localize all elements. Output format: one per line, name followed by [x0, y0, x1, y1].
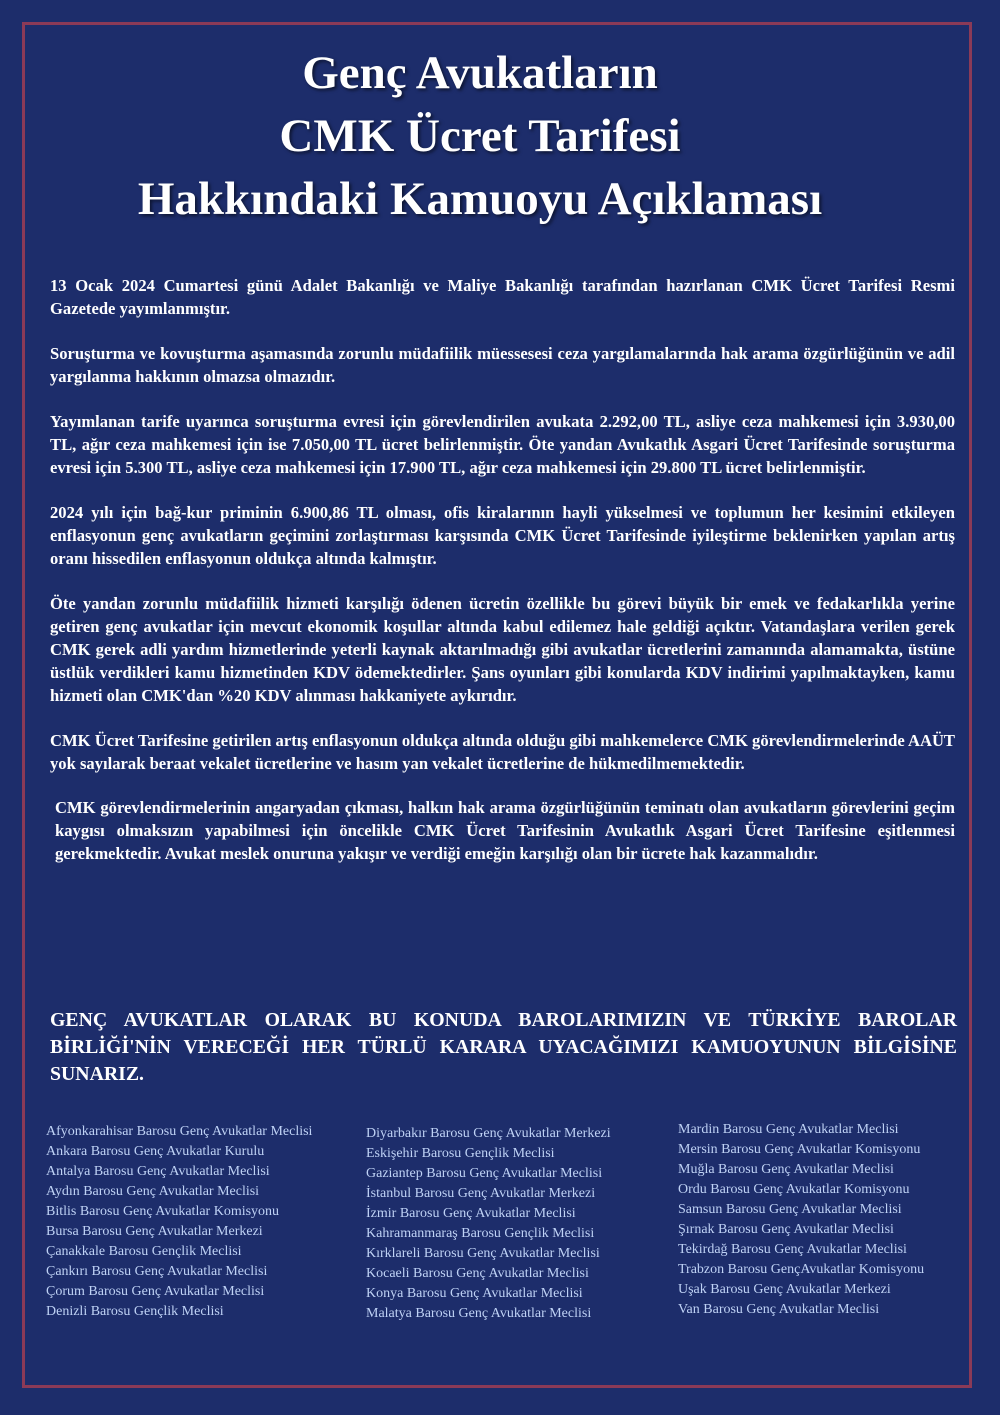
- announcement-body: [50, 274, 955, 887]
- signatory-item: Çanakkale Barosu Gençlik Meclisi: [46, 1244, 242, 1259]
- signatory-item: Samsun Barosu Genç Avukatlar Meclisi: [678, 1202, 902, 1217]
- signatory-item: Kırklareli Barosu Genç Avukatlar Meclisi: [366, 1246, 600, 1261]
- signatories-column-3: [678, 1122, 978, 1320]
- signatory-item: Muğla Barosu Genç Avukatlar Meclisi: [678, 1162, 894, 1177]
- signatory-item: Şırnak Barosu Genç Avukatlar Meclisi: [678, 1222, 894, 1237]
- signatory-item: Tekirdağ Barosu Genç Avukatlar Meclisi: [678, 1242, 907, 1257]
- signatory-item: Trabzon Barosu GençAvukatlar Komisyonu: [678, 1262, 925, 1277]
- signatory-item: Afyonkarahisar Barosu Genç Avukatlar Meclisi: [46, 1124, 313, 1139]
- paragraph-publication: 13 Ocak 2024 Cumartesi günü Adalet Bakanlığı ve Maliye Bakanlığı tarafından hazırlanan CMK Ücret Tarifesi Resmi Gazetede yayımlanmıştır.: [50, 276, 955, 318]
- paragraph-demand: CMK görevlendirmelerinin angaryadan çıkması, halkın hak arama özgürlüğünün teminatı olan avukatların görevlerini geçim kaygısı olmaksızın yapabilmesi için öncelikle CMK Ücret Tarifesinin Avukatlık Asgari Ücret Tarifesine eşitlenmesi gerekmektedir. Avukat meslek onuruna yakışır ve verdiği emeğin karşılığı olan bir ücrete hak kazanmalıdır.: [55, 798, 955, 863]
- signatory-item: Ankara Barosu Genç Avukatlar Kurulu: [46, 1144, 265, 1159]
- title-line-3: Hakkındaki Kamuoyu Açıklaması: [137, 173, 823, 225]
- title-line-1: Genç Avukatların: [302, 47, 658, 99]
- title-line-2: CMK Ücret Tarifesi: [279, 110, 681, 162]
- signatory-item: Kahramanmaraş Barosu Gençlik Meclisi: [366, 1226, 595, 1241]
- signatory-item: Ordu Barosu Genç Avukatlar Komisyonu: [678, 1182, 910, 1197]
- signatory-item: Gaziantep Barosu Genç Avukatlar Meclisi: [366, 1166, 603, 1181]
- signatory-item: İstanbul Barosu Genç Avukatlar Merkezi: [366, 1186, 596, 1201]
- announcement-title: [40, 42, 920, 231]
- paragraph-mandatory-defense: Soruşturma ve kovuşturma aşamasında zorunlu müdafiilik müessesesi ceza yargılamalarında hak arama özgürlüğünün ve adil yargılanma hakkının olmazsa olmazıdır.: [50, 344, 955, 386]
- signatories-list: [0, 1122, 1000, 1342]
- paragraph-inflation: 2024 yılı için bağ-kur priminin 6.900,86 TL olması, ofis kiralarının hayli yükselmesi ve toplumun her kesimini etkileyen enflasyonun genç avukatların geçimini zorlaştırması karşısında CMK Ücret Tarifesinde iyileştirme beklenirken yapılan artış oranı hissedilen enflasyonun oldukça altında kalmıştır.: [50, 503, 955, 568]
- signatory-item: Denizli Barosu Gençlik Meclisi: [46, 1304, 224, 1319]
- signatory-item: Aydın Barosu Genç Avukatlar Meclisi: [46, 1184, 260, 1199]
- signatory-item: Çorum Barosu Genç Avukatlar Meclisi: [46, 1284, 265, 1299]
- signatory-item: Antalya Barosu Genç Avukatlar Meclisi: [46, 1164, 270, 1179]
- signatory-item: Kocaeli Barosu Genç Avukatlar Meclisi: [366, 1266, 589, 1281]
- signatory-item: Bursa Barosu Genç Avukatlar Merkezi: [46, 1224, 263, 1239]
- signatory-item: Malatya Barosu Genç Avukatlar Meclisi: [366, 1306, 592, 1321]
- signatory-item: Van Barosu Genç Avukatlar Meclisi: [678, 1302, 880, 1317]
- signatory-item: Konya Barosu Genç Avukatlar Meclisi: [366, 1286, 583, 1301]
- signatory-item: Mersin Barosu Genç Avukatlar Komisyonu: [678, 1142, 921, 1157]
- signatories-column-1: [46, 1122, 358, 1322]
- paragraph-courts: CMK Ücret Tarifesine getirilen artış enflasyonun oldukça altında olduğu gibi mahkemelerce CMK görevlendirmelerinde AAÜT yok sayılarak beraat vekalet ücretlerine ve hasım yan vekalet ücretlerine de hükmedilmemektedir.: [50, 731, 955, 773]
- signatory-item: Uşak Barosu Genç Avukatlar Merkezi: [678, 1282, 891, 1297]
- signatory-item: Çankırı Barosu Genç Avukatlar Meclisi: [46, 1264, 268, 1279]
- signatory-item: Diyarbakır Barosu Genç Avukatlar Merkezi: [366, 1126, 611, 1141]
- signatory-item: Bitlis Barosu Genç Avukatlar Komisyonu: [46, 1204, 280, 1219]
- closing-statement: GENÇ AVUKATLAR OLARAK BU KONUDA BAROLARIMIZIN VE TÜRKİYE BAROLAR BİRLİĞİ'NİN VERECEĞİ HER TÜRLÜ KARARA UYACAĞIMIZI KAMUOYUNUN BİLGİSİNE SUNARIZ.: [50, 1009, 957, 1085]
- signatory-item: Mardin Barosu Genç Avukatlar Meclisi: [678, 1122, 899, 1137]
- signatory-item: İzmir Barosu Genç Avukatlar Meclisi: [366, 1206, 576, 1221]
- paragraph-tariff-amounts: Yayımlanan tarife uyarınca soruşturma evresi için görevlendirilen avukata 2.292,00 TL, asliye ceza mahkemesi için 3.930,00 TL, ağır ceza mahkemesi için ise 7.050,00 TL ücret belirlenmiştir. Öte yandan Avukatlık Asgari Ücret Tarifesinde soruşturma evresi için 5.300 TL, asliye ceza mahkemesi için 17.900 TL, ağır ceza mahkemesi için 29.800 TL ücret belirlenmiştir.: [50, 412, 955, 477]
- signatories-column-2: [366, 1122, 671, 1324]
- paragraph-vat: Öte yandan zorunlu müdafiilik hizmeti karşılığı ödenen ücretin özellikle bu görevi büyük bir emek ve fedakarlıkla yerine getiren genç avukatlar için mevcut ekonomik koşullar altında kabul edilemez hale geldiği açıktır. Vatandaşlara verilen gerek CMK gerek adli yardım hizmetlerinde yeterli kaynak aktarılmadığı gibi avukatlar ücretlerini zamanında alamamakta, üstüne üstlük verdikleri kamu hizmetinden KDV ödemektedirler. Şans oyunları gibi konularda KDV indirimi yapılmaktayken, kamu hizmeti olan CMK'dan %20 KDV alınması hakkaniyete aykırıdır.: [50, 594, 955, 705]
- signatory-item: Eskişehir Barosu Gençlik Meclisi: [366, 1146, 555, 1161]
